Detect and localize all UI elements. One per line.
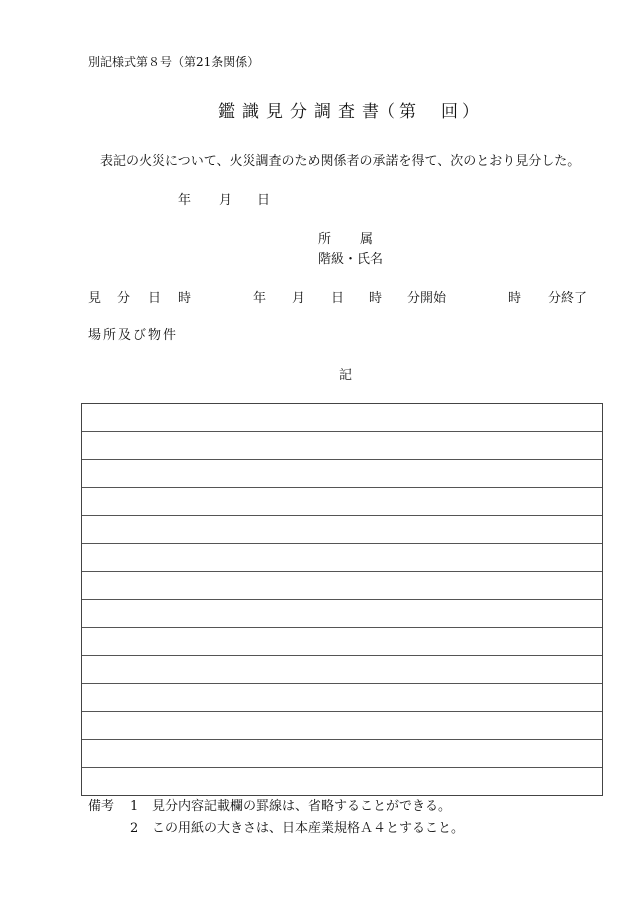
rank-name-label: 階級・氏名 bbox=[318, 252, 384, 267]
record-row[interactable] bbox=[82, 740, 602, 768]
document-title: 鑑識見分調査書 bbox=[218, 102, 386, 122]
record-row[interactable] bbox=[82, 404, 602, 432]
datetime-day: 日 bbox=[331, 291, 345, 306]
affiliation-label: 所 属 bbox=[318, 232, 375, 247]
intro-text: 表記の火災について、火災調査のため関係者の承諾を得て、次のとおり見分した。 bbox=[100, 154, 581, 169]
record-heading: 記 bbox=[339, 368, 353, 383]
note-text: 見分内容記載欄の罫線は、省略することができる。 bbox=[152, 799, 452, 814]
date-month: 月 bbox=[219, 193, 233, 208]
record-row[interactable] bbox=[82, 432, 602, 460]
location-label: 場所及び物件 bbox=[88, 328, 179, 343]
document-count: （第 回） bbox=[378, 102, 483, 122]
record-row[interactable] bbox=[82, 460, 602, 488]
notes-label: 備考 bbox=[88, 799, 115, 814]
record-row[interactable] bbox=[82, 544, 602, 572]
datetime-label-char: 日 bbox=[148, 291, 162, 306]
datetime-label-char: 時 bbox=[178, 291, 192, 306]
record-row[interactable] bbox=[82, 516, 602, 544]
datetime-end-hour: 時 bbox=[508, 291, 522, 306]
record-row[interactable] bbox=[82, 600, 602, 628]
form-number: 別記様式第８号（第21条関係） bbox=[88, 55, 260, 69]
datetime-label-char: 見 bbox=[88, 291, 102, 306]
record-row[interactable] bbox=[82, 628, 602, 656]
datetime-start: 分開始 bbox=[407, 291, 447, 306]
datetime-hour: 時 bbox=[369, 291, 383, 306]
note-text: この用紙の大きさは、日本産業規格Ａ４とすること。 bbox=[152, 821, 465, 836]
record-row[interactable] bbox=[82, 684, 602, 712]
datetime-year: 年 bbox=[253, 291, 267, 306]
record-row[interactable] bbox=[82, 656, 602, 684]
datetime-month: 月 bbox=[292, 291, 306, 306]
date-year: 年 bbox=[178, 193, 192, 208]
record-row[interactable] bbox=[82, 712, 602, 740]
datetime-end: 分終了 bbox=[548, 291, 588, 306]
record-table bbox=[81, 403, 603, 796]
datetime-label-char: 分 bbox=[117, 291, 131, 306]
note-number: 1 bbox=[130, 799, 139, 814]
date-day: 日 bbox=[257, 193, 271, 208]
record-row[interactable] bbox=[82, 768, 602, 795]
record-row[interactable] bbox=[82, 572, 602, 600]
record-row[interactable] bbox=[82, 488, 602, 516]
note-number: 2 bbox=[130, 821, 139, 836]
